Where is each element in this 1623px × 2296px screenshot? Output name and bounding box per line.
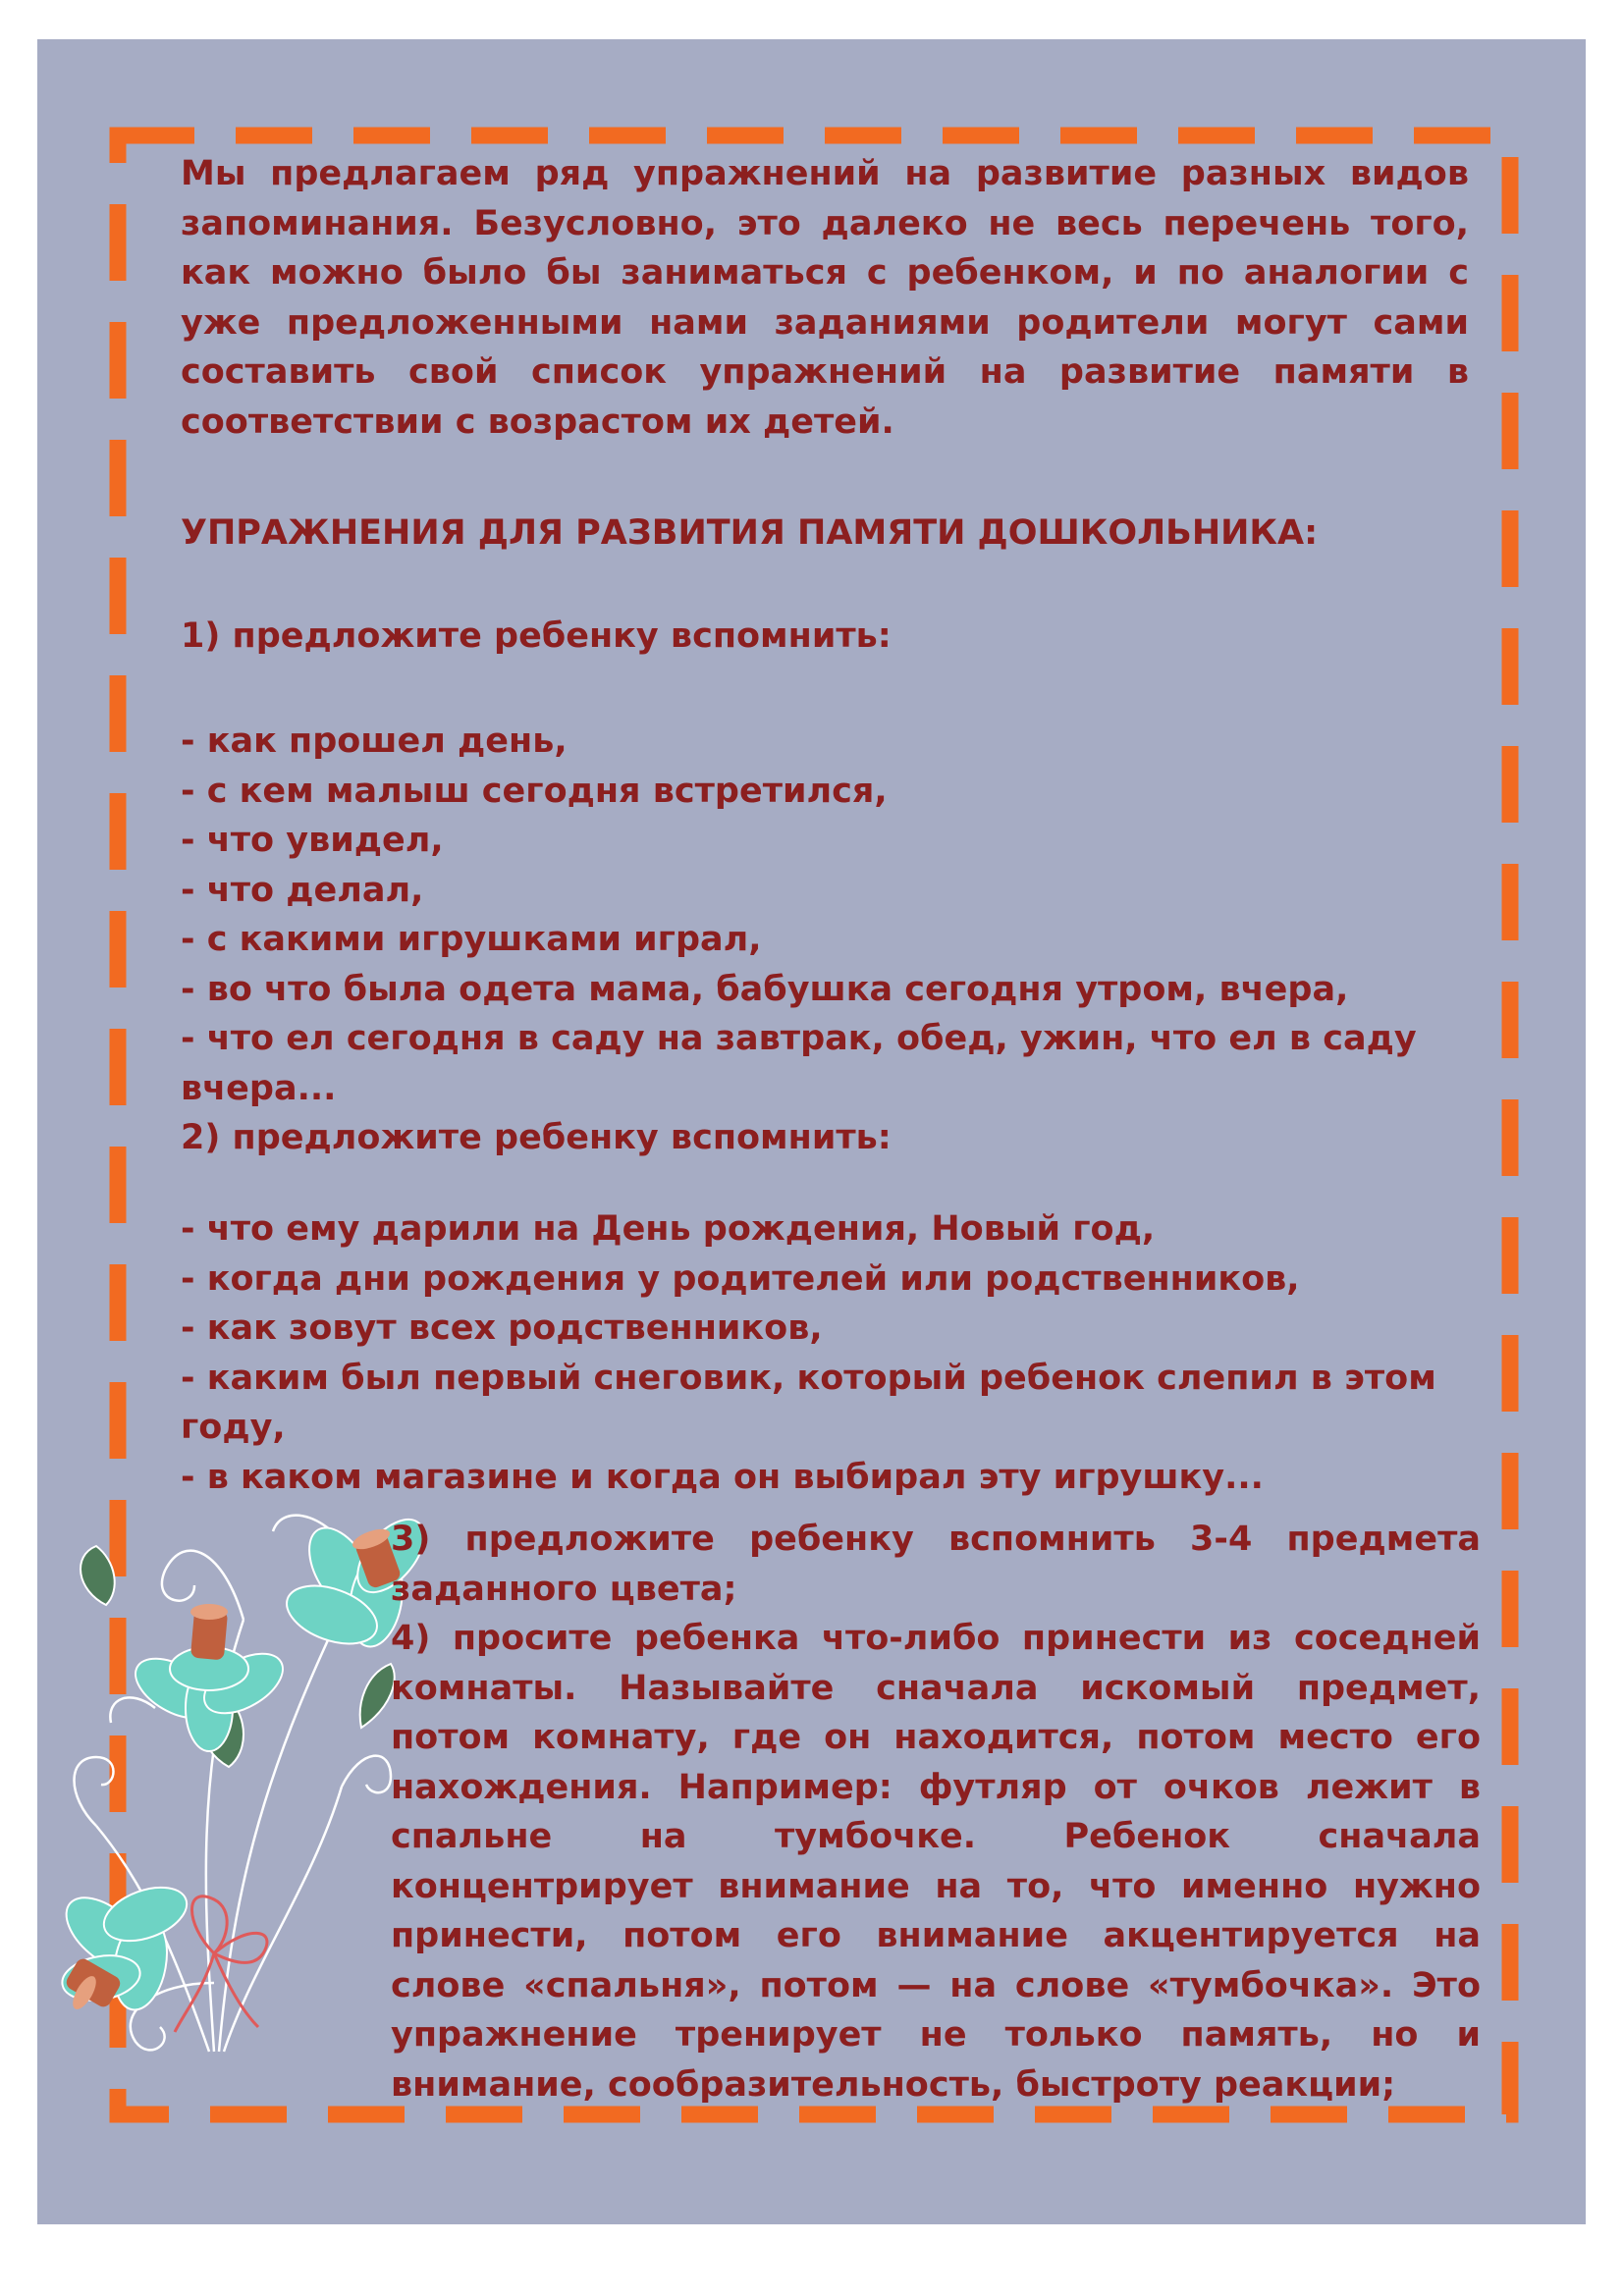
exercise-2-lead: 2) предложите ребенку вспомнить:: [181, 1118, 892, 1157]
list-item: - что увидел,: [181, 821, 444, 860]
exercise-4-text: 4) просите ребенка что-либо принести из соседней комнаты. Называйте сначала искомый предмет, потом комнату, где он находится, потом место его нахождения. Например: футляр от очков лежит в спальне на тумбочке. Ребенок сначала концентрирует внимание на то, что именно нужно принести, потом его внимание акцентируется на слове «спальня», потом — на слове «тумбочка». Это упражнение тренирует не только память, но и внимание, сообразительность, быстроту реакции;: [391, 1619, 1481, 2105]
page-background: [37, 39, 1586, 2224]
list-item: - как зовут всех родственников,: [181, 1308, 823, 1348]
list-item: - как прошел день,: [181, 721, 568, 761]
list-item: - с кем малыш сегодня встретился,: [181, 771, 888, 811]
list-item: - что ему дарили на День рождения, Новый год,: [181, 1209, 1156, 1249]
list-item: - когда дни рождения у родителей или родственников,: [181, 1258, 1300, 1299]
list-item: - с какими игрушками играл,: [181, 920, 762, 959]
list-item: - каким был первый снеговик, который ребенок слепил в этом году,: [181, 1358, 1436, 1447]
exercise-2-list: [181, 1204, 1469, 1502]
exercise-3-4-block: [391, 1515, 1481, 2109]
intro-paragraph: Мы предлагаем ряд упражнений на развитие разных видов запоминания. Безусловно, это далеко не весь перечень того, как можно было бы заниматься с ребенком, и по аналогии с уже предложенными нами заданиями родители могут сами составить свой список упражнений на развитие памяти в соответствии с возрастом их детей.: [181, 154, 1469, 442]
flower-bottom-left: [54, 1877, 194, 2013]
list-item: - во что была одета мама, бабушка сегодня утром, вчера,: [181, 969, 1349, 1009]
exercise-1-lead: 1) предложите ребенку вспомнить:: [181, 616, 892, 656]
list-item: - что делал,: [181, 870, 424, 910]
exercise-3-text: 3) предложите ребенку вспомнить 3-4 предмета заданного цвета;: [391, 1520, 1481, 1609]
list-item: - в каком магазине и когда он выбирал эту игрушку...: [181, 1457, 1264, 1497]
exercise-1-list: [181, 717, 1469, 1163]
section-title: УПРАЖНЕНИЯ ДЛЯ РАЗВИТИЯ ПАМЯТИ ДОШКОЛЬНИКА:: [181, 513, 1319, 553]
list-item: - что ел сегодня в саду на завтрак, обед, ужин, что ел в саду вчера...: [181, 1019, 1417, 1108]
